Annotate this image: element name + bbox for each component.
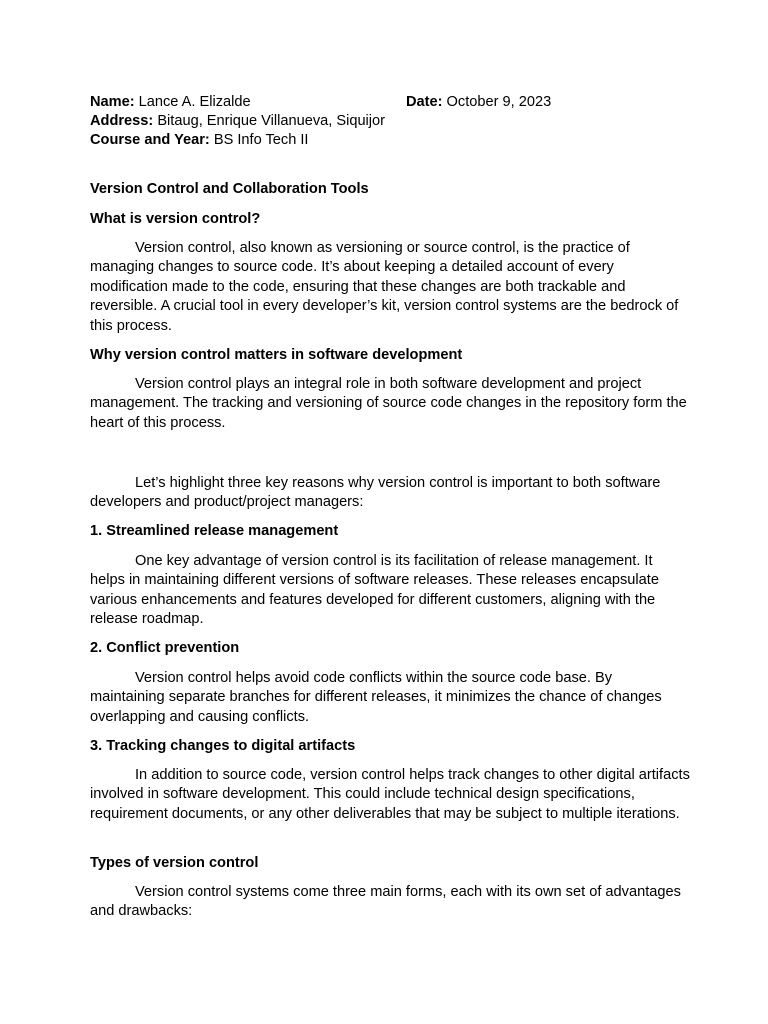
address-value: Bitaug, Enrique Villanueva, Siquijor bbox=[153, 113, 386, 129]
heading-tracking-changes: 3. Tracking changes to digital artifacts bbox=[90, 738, 356, 754]
heading-streamlined-release-management: 1. Streamlined release management bbox=[90, 523, 339, 539]
paragraph-conflict-prevention: Version control helps avoid code conflicts within the source code base. By maintaining separate branches for different releases, it minimizes the chance of changes overlapping and causing conflicts. bbox=[90, 670, 662, 725]
name-line bbox=[90, 93, 251, 112]
course-label: Course and Year: bbox=[90, 132, 210, 148]
heading-types-of-version-control: Types of version control bbox=[90, 855, 259, 871]
paragraph-types-of-version-control: Version control systems come three main forms, each with its own set of advantages and drawbacks: bbox=[90, 884, 681, 920]
paragraph-key-reasons: Let’s highlight three key reasons why version control is important to both software developers and product/project managers: bbox=[90, 475, 661, 511]
date-value: October 9, 2023 bbox=[442, 94, 552, 110]
heading-what-is-version-control: What is version control? bbox=[90, 211, 261, 227]
paragraph-why-version-control-matters: Version control plays an integral role in both software development and project management. The tracking and versioning of source code changes in the repository form the heart of this process. bbox=[90, 376, 687, 431]
course-value: BS Info Tech II bbox=[209, 132, 309, 148]
paragraph-streamlined-release-management: One key advantage of version control is its facilitation of release management. It helps in maintaining different versions of software releases. These releases encapsulate various enhancements and features developed for different customers, aligning with the release roadmap. bbox=[90, 553, 659, 628]
heading-why-version-control-matters: Why version control matters in software development bbox=[90, 347, 463, 363]
date-line bbox=[406, 93, 551, 112]
name-value: Lance A. Elizalde bbox=[134, 94, 251, 110]
document-title: Version Control and Collaboration Tools bbox=[90, 181, 369, 197]
course-line bbox=[90, 131, 308, 150]
address-label: Address: bbox=[90, 113, 154, 129]
address-line bbox=[90, 112, 385, 131]
date-label: Date: bbox=[406, 94, 443, 110]
name-label: Name: bbox=[90, 94, 135, 110]
paragraph-tracking-changes: In addition to source code, version control helps track changes to other digital artifacts involved in software development. This could include technical design specifications, requirement documents, or any other deliverables that may be subject to multiple iterations. bbox=[90, 767, 690, 822]
paragraph-what-is-version-control: Version control, also known as versioning or source control, is the practice of managing changes to source code. It’s about keeping a detailed account of every modification made to the code, ensuring that these changes are both trackable and reversible. A crucial tool in every developer’s kit, version control systems are the bedrock of this process. bbox=[90, 240, 679, 334]
heading-conflict-prevention: 2. Conflict prevention bbox=[90, 640, 240, 656]
